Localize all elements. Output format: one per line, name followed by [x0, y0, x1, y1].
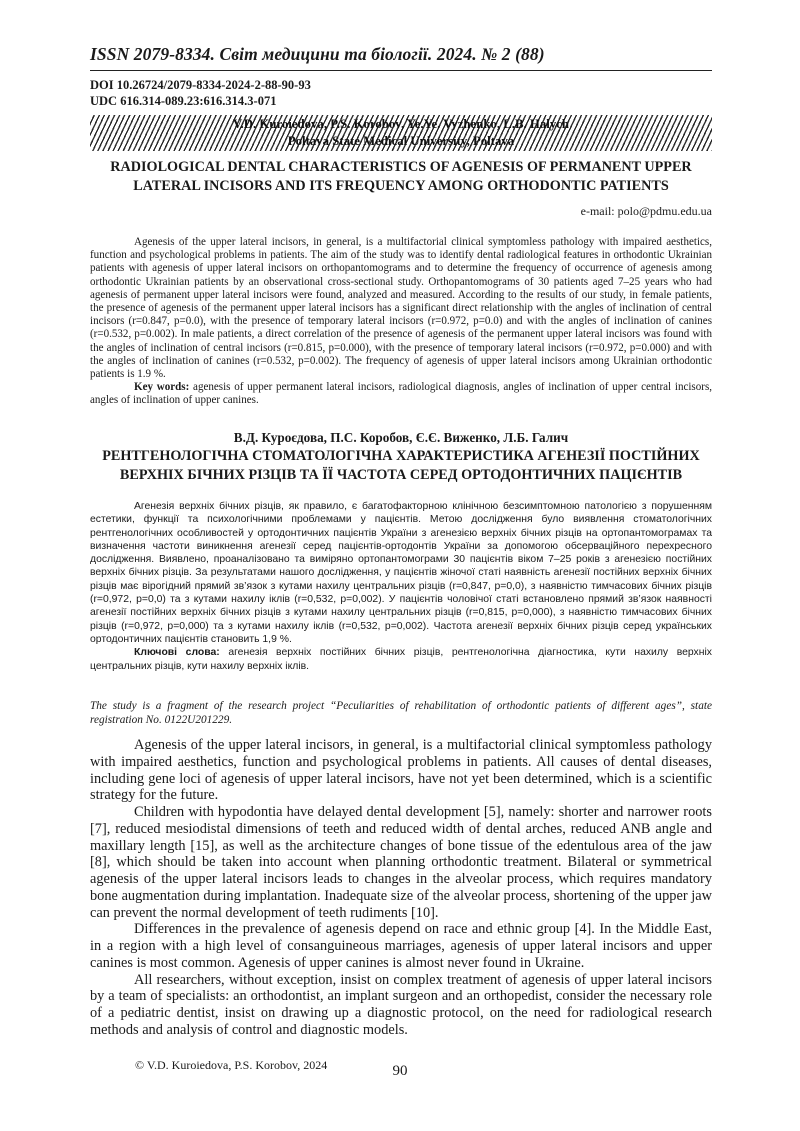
- header-divider: [90, 70, 712, 71]
- body-paragraph-1: Agenesis of the upper lateral incisors, in general, is a multifactorial clinical symptomless pathology with impaired aesthetics, function and psychological problems in patients. All causes of dental diseases, including gene loci of agenesis of upper lateral incisors, have not yet been determined, which is a scientific strategy for the future.: [90, 737, 712, 804]
- keywords-en-label: Key words:: [134, 381, 190, 394]
- article-body: [90, 737, 712, 1039]
- body-paragraph-3: Differences in the prevalence of agenesis depend on race and ethnic group [4]. In the Middle East, in a region with a high level of consanguineous marriages, agenesis of upper lateral incisors and upper canines is most common. Agenesis of upper canines is almost never found in Ukraine.: [90, 921, 712, 971]
- abstract-ua: [90, 500, 712, 673]
- authors-en: V.D. Kuroiedova, P.S. Korobov, Ye.Ye. Vyzhenko, L.B. Halych: [232, 117, 570, 131]
- copyright-notice: © V.D. Kuroiedova, P.S. Korobov, 2024: [135, 1058, 328, 1072]
- body-paragraph-2: Children with hypodontia have delayed dental development [5], namely: shorter and narrower roots [7], reduced mesiodistal dimensions of teeth and reduced width of dental arches, reduced ANB angle and maxillary length [15], as well as the architecture changes of bone tissue of the edentulous area of the jaw [8], which should be taken into account when planning orthodontic treatment. Bilateral or symmetrical agenesis of the upper lateral incisors leads to changes in the alveolar process, which requires mandatory bone augmentation during implantation. Inadequate size of the alveolar process, shortening of the upper jaw can prevent the normal development of teeth rudiments [10].: [90, 804, 712, 921]
- abstract-ua-text: Агенезія верхніх бічних різців, як правило, є багатофакторною клінічною безсимптомною патологією з порушенням естетики, функції та психологічними проблемами у пацієнтів. Метою дослідження було виявлення стоматологічних рентгенологічних особливостей у ортодонтичних пацієнтів України з агенезією верхніх бічних різців на ортопантомограмах та визначення частоти виникнення агенезії серед пацієнтів-ортодонтів України за допомогою обсерваційного перехресного дослідження. Виявлено, проаналізовано та виміряно ортопантомограми 30 пацієнтів віком 7–25 років з агенезією постійних верхніх бічних різців. За результатами нашого дослідження, у пацієнтів жіночої статі наявність агенезії постійних верхніх бічних різців має вірогідний прямий зв’язок з кутами нахилу центральних різців (r=0,847, p=0,0), з наявністю тимчасових бічних різців (r=0,972, p=0,0) та з кутами нахилу іклів (r=0,532, p=0,002). У пацієнтів чоловічої статі встановлено прямий зв’язок наявності агенезії постійних верхніх бічних різців з кутами нахилу центральних різців (r=0,815, p=0,000), з наявністю тимчасових бічних різців (r=0,972, p=0,000) та з кутами нахилу іклів (r=0,532, p=0,002). Частота агенезії верхніх бічних різців серед українських ортодонтичних пацієнтів становить 1,9 %.: [90, 501, 712, 645]
- article-title-en: RADIOLOGICAL DENTAL CHARACTERISTICS OF AGENESIS OF PERMANENT UPPER LATERAL INCISORS AND ITS FREQUENCY AMONG ORTHODONTIC PATIENTS: [110, 159, 692, 194]
- abstract-en: [90, 236, 712, 408]
- keywords-ua-label: Ключові слова:: [134, 647, 220, 659]
- article-title-ua: РЕНТГЕНОЛОГІЧНА СТОМАТОЛОГІЧНА ХАРАКТЕРИСТИКА АГЕНЕЗІЇ ПОСТІЙНИХ ВЕРХНІХ БІЧНИХ РІЗЦІВ ТА ЇЇ ЧАСТОТА СЕРЕД ОРТОДОНТИЧНИХ ПАЦІЄНТІВ: [102, 448, 700, 483]
- keywords-en: [90, 381, 712, 407]
- contact-email[interactable]: e-mail: polo@pdmu.edu.ua: [580, 204, 712, 218]
- keywords-ua: [90, 646, 712, 673]
- keywords-ua-text: агенезія верхніх постійних бічних різців, рентгенологічна діагностика, кути нахилу верхніх центральних різців, кути нахилу верхніх іклів.: [90, 647, 712, 672]
- affiliation-en: Poltava State Medical University, Poltava: [287, 134, 515, 148]
- page-number: 90: [392, 1063, 408, 1079]
- journal-header: ISSN 2079-8334. Світ медицини та біології. 2024. № 2 (88): [90, 44, 545, 64]
- authors-ua: В.Д. Куроєдова, П.С. Коробов, Є.Є. Виженко, Л.Б. Галич: [233, 430, 569, 445]
- doi-line: DOI 10.26724/2079-8334-2024-2-88-90-93: [90, 78, 311, 92]
- research-fragment-note: The study is a fragment of the research project “Peculiarities of rehabilitation of orthodontic patients of different ages”, state registration No. 0122U201229.: [90, 700, 712, 726]
- abstract-en-text: Agenesis of the upper lateral incisors, in general, is a multifactorial clinical symptomless pathology with impaired aesthetics, function and psychological problems in patients. The aim of the study was to identify dental radiological features in orthodontic Ukrainian patients with agenesis of upper lateral incisors on orthopantomograms and to determine the frequency of occurrence of agenesis among orthodontic Ukrainian patients by an observational cross-sectional study. Orthopantomograms of 30 patients aged 7–25 years who had agenesis of permanent upper lateral incisors were found, analyzed and measured. According to the results of our study, in female patients, the presence of agenesis of the permanent upper lateral incisors has a significant direct relationship with the angles of inclination of central incisors (r=0.847, p=0.0), with the presence of temporary lateral incisors (r=0.972, p=0.0) and with the angles of inclination of canines (r=0.532, p=0.002). In male patients, a direct correlation of the presence of agenesis of the permanent upper lateral incisors was found with the angles of inclination of central incisors (r=0.815, p=0.000), with the presence of temporary lateral incisors (r=0.972, p=0.000) and with the angles of inclination of canines (r=0.532, p=0.002). The frequency of agenesis of upper lateral incisors among Ukrainian orthodontic patients is 1.9 %.: [90, 236, 712, 381]
- body-paragraph-4: All researchers, without exception, insist on complex treatment of agenesis of upper lateral incisors by a team of specialists: an orthodontist, an implant surgeon and an orthopedist, consider the necessary role of a pediatric dentist, insist on drawing up a diagnostic protocol, on the need for radiological research methods and analysis of control and diagnostic models.: [90, 971, 712, 1038]
- udc-line: UDC 616.314-089.23:616.314.3-071: [90, 94, 277, 108]
- keywords-en-text: agenesis of upper permanent lateral incisors, radiological diagnosis, angles of inclination of upper central incisors, angles of inclination of upper canines.: [90, 381, 712, 407]
